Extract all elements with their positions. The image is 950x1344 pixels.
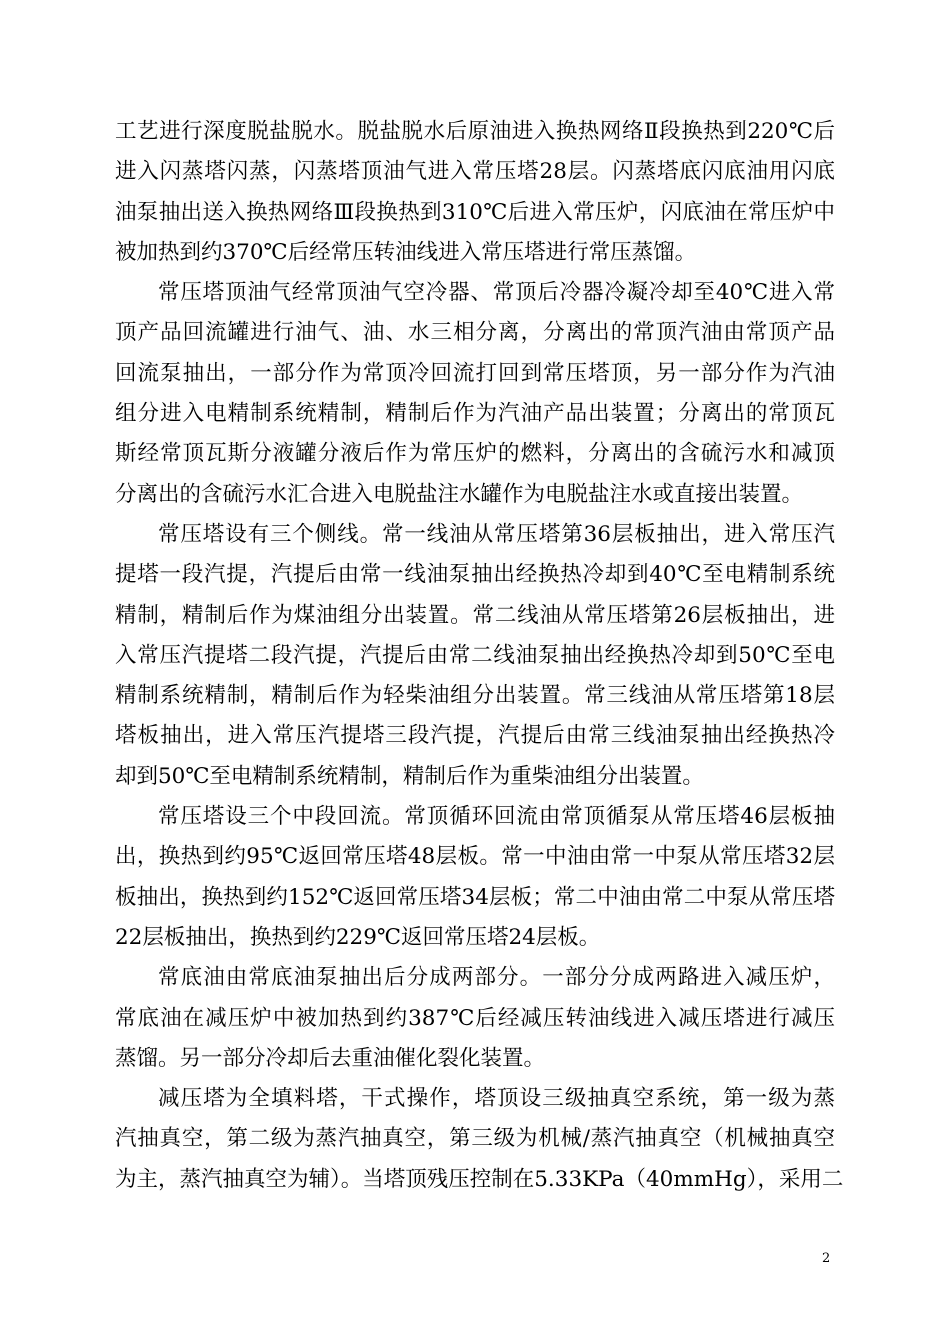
text-line: 组分进入电精制系统精制，精制后作为汽油产品出装置；分离出的常顶瓦 bbox=[115, 401, 835, 427]
text-line: 常底油在减压炉中被加热到约387℃后经减压转油线进入减压塔进行减压 bbox=[115, 1005, 835, 1031]
text-line: 油泵抽出送入换热网络Ⅲ段换热到310℃后进入常压炉，闪底油在常压炉中 bbox=[115, 199, 835, 225]
text-line: 为主，蒸汽抽真空为辅）。当塔顶残压控制在5.33KPa（40mmHg），采用二 bbox=[115, 1166, 844, 1192]
paragraph-side-draws bbox=[115, 515, 835, 797]
text-line: 塔板抽出，进入常压汽提塔三段汽提，汽提后由常三线油泵抽出经换热冷 bbox=[115, 723, 835, 749]
paragraph-overhead-gas bbox=[115, 273, 835, 515]
text-line: 被加热到约370℃后经常压转油线进入常压塔进行常压蒸馏。 bbox=[115, 239, 697, 265]
text-line: 减压塔为全填料塔，干式操作，塔顶设三级抽真空系统，第一级为蒸 bbox=[158, 1086, 835, 1112]
text-line: 蒸馏。另一部分冷却后去重油催化裂化装置。 bbox=[115, 1045, 546, 1071]
text-line: 板抽出，换热到约152℃返回常压塔34层板；常二中油由常二中泵从常压塔 bbox=[115, 884, 835, 910]
text-line: 斯经常顶瓦斯分液罐分液后作为常压炉的燃料，分离出的含硫污水和减顶 bbox=[115, 441, 835, 467]
text-line: 常压塔顶油气经常顶油气空冷器、常顶后冷器冷凝冷却至40℃进入常 bbox=[158, 280, 835, 306]
text-line: 工艺进行深度脱盐脱水。脱盐脱水后原油进入换热网络Ⅱ段换热到220℃后 bbox=[115, 119, 835, 144]
text-line: 常压塔设三个中段回流。常顶循环回流由常顶循泵从常压塔46层板抽 bbox=[158, 804, 835, 830]
document-body bbox=[115, 112, 844, 1200]
text-line: 顶产品回流罐进行油气、油、水三相分离，分离出的常顶汽油由常顶产品 bbox=[115, 320, 835, 346]
text-line: 汽抽真空，第二级为蒸汽抽真空，第三级为机械/蒸汽抽真空（机械抽真空 bbox=[115, 1126, 835, 1152]
text-line: 22层板抽出，换热到约229℃返回常压塔24层板。 bbox=[115, 924, 601, 950]
text-line: 精制系统精制，精制后作为轻柴油组分出装置。常三线油从常压塔第18层 bbox=[115, 683, 835, 709]
paragraph-vacuum-tower bbox=[115, 1079, 844, 1200]
page-number: 2 bbox=[822, 1251, 831, 1266]
text-line: 常压塔设有三个侧线。常一线油从常压塔第36层板抽出，进入常压汽 bbox=[158, 521, 835, 547]
text-line: 精制，精制后作为煤油组分出装置。常二线油从常压塔第26层板抽出，进 bbox=[115, 602, 835, 628]
text-line: 出，换热到约95℃返回常压塔48层板。常一中油由常一中泵从常压塔32层 bbox=[115, 844, 835, 870]
paragraph-bottoms bbox=[115, 958, 835, 1079]
paragraph-desalting bbox=[115, 112, 835, 273]
text-line: 回流泵抽出，一部分作为常顶冷回流打回到常压塔顶，另一部分作为汽油 bbox=[115, 360, 835, 386]
text-line: 入常压汽提塔二段汽提，汽提后由常二线油泵抽出经换热冷却到50℃至电 bbox=[115, 642, 835, 668]
text-line: 分离出的含硫污水汇合进入电脱盐注水罐作为电脱盐注水或直接出装置。 bbox=[115, 481, 804, 507]
text-line: 进入闪蒸塔闪蒸，闪蒸塔顶油气进入常压塔28层。闪蒸塔底闪底油用闪底 bbox=[115, 159, 835, 185]
text-line: 提塔一段汽提，汽提后由常一线油泵抽出经换热冷却到40℃至电精制系统 bbox=[115, 562, 835, 588]
paragraph-pumparound bbox=[115, 797, 835, 958]
text-line: 常底油由常底油泵抽出后分成两部分。一部分分成两路进入减压炉， bbox=[158, 965, 835, 991]
text-line: 却到50℃至电精制系统精制，精制后作为重柴油组分出装置。 bbox=[115, 763, 704, 789]
